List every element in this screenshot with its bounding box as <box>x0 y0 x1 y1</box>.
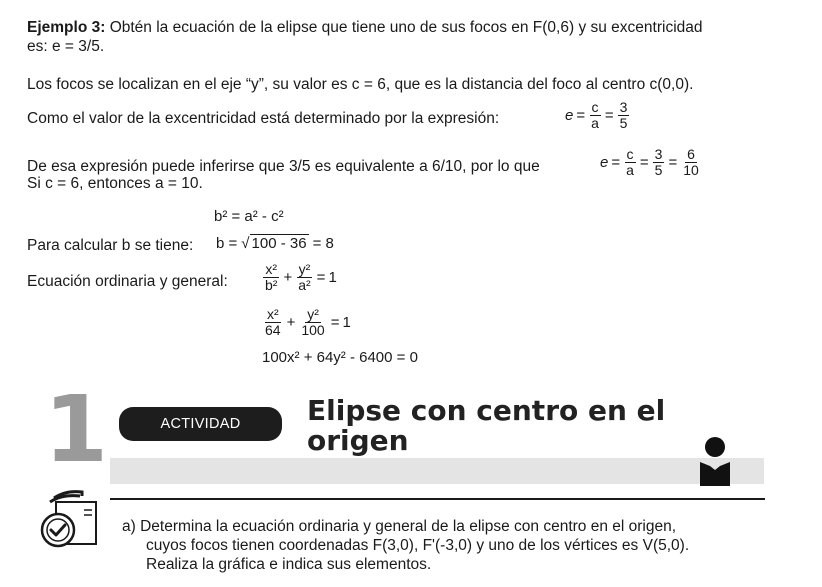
example-heading-line2: es: e = 3/5. <box>27 38 105 55</box>
fraction-c-a: $\frac{c}{a}$ <box>591 99 599 131</box>
paragraph-inference: De esa expresión puede inferirse que 3/5 es equivalente a 6/10, por lo que <box>27 158 540 175</box>
pythagorean-relation: b² = a² - c² <box>214 208 284 225</box>
ordinary-equation-numeric: $\frac{\text{x²}}{64}$ + $\frac{\text{y²}}{100}$ = 1 <box>265 306 351 338</box>
activity-title-line1: Elipse con centro en el <box>307 394 666 427</box>
person-icon <box>698 436 732 486</box>
eccentricity-equivalence: e = $\frac{c}{a}$ = $\frac{3}{5}$ = $\frac{6}{10}$ <box>600 146 699 178</box>
activity-item-a-line2: cuyos focos tienen coordenadas F(3,0), F'(-3,0) y uno de los vértices es V(5,0). <box>146 537 690 554</box>
activity-title-line2: origen <box>307 424 409 457</box>
activity-grey-band <box>110 458 764 484</box>
activity-item-a-line3: Realiza la gráfica e indica sus elementos. <box>146 556 432 573</box>
paragraph-foci: Los focos se localizan en el eje “y”, su valor es c = 6, que es la distancia del foco al centro c(0,0). <box>27 76 694 93</box>
example-heading <box>27 18 703 37</box>
general-equation: 100x² + 64y² - 6400 = 0 <box>262 349 418 366</box>
section-divider <box>110 498 765 500</box>
example-heading-bold: Ejemplo 3: <box>27 19 106 36</box>
homework-check-icon <box>36 488 102 552</box>
sqrt-symbol: √ <box>241 234 250 252</box>
math-e: e <box>565 107 574 124</box>
activity-item-a-line1: a) Determina la ecuación ordinaria y general de la elipse con centro en el origen, <box>122 518 677 535</box>
equation-label: Ecuación ordinaria y general: <box>27 273 228 290</box>
b-calc-formula: b = √ 100 - 36 = 8 <box>216 234 334 252</box>
sqrt-content: 100 - 36 <box>251 235 307 252</box>
paragraph-eccentricity: Como el valor de la excentricidad está determinado por la expresión: <box>27 110 500 127</box>
eccentricity-formula: e = $\frac{c}{a}$ = $\frac{3}{5}$ <box>565 99 628 131</box>
activity-badge: ACTIVIDAD <box>119 407 282 441</box>
paragraph-c-a: Si c = 6, entonces a = 10. <box>27 175 203 192</box>
b-calc-label: Para calcular b se tiene: <box>27 237 194 254</box>
fraction-3-5: $\frac{3}{5}$ <box>619 99 628 131</box>
activity-number: 1 <box>44 376 109 483</box>
example-heading-text: Obtén la ecuación de la elipse que tiene uno de sus focos en F(0,6) y su excentricidad <box>105 19 703 36</box>
ordinary-equation-symbolic: $\frac{\text{x²}}{\text{b²}}$ + $\frac{\text{y²}}{\text{a²}}$ = 1 <box>265 261 337 293</box>
